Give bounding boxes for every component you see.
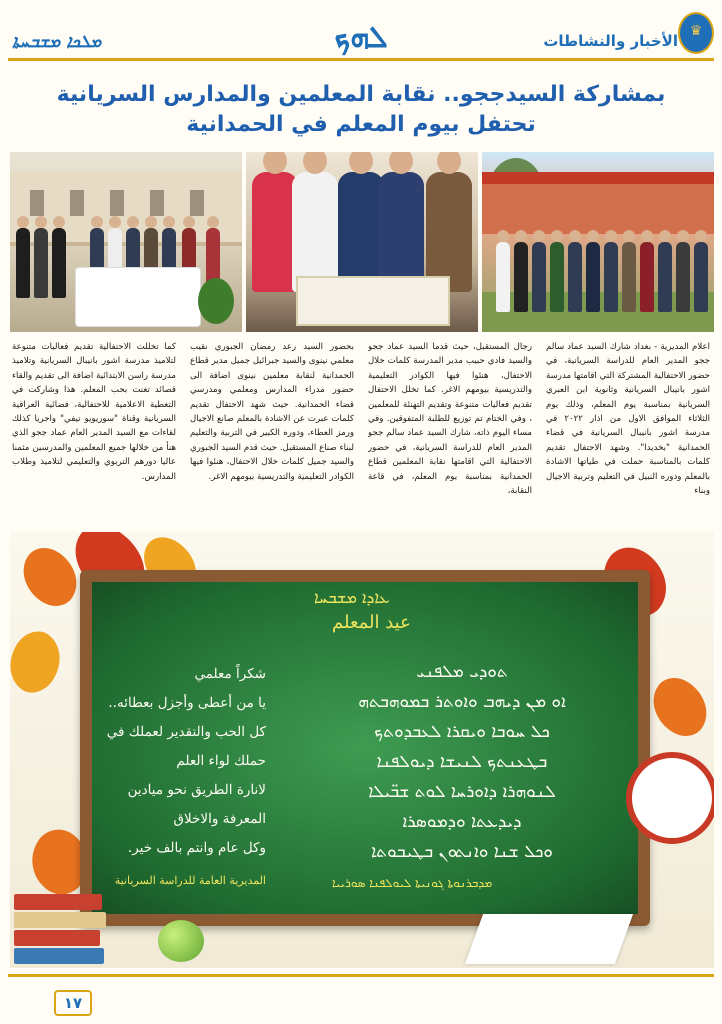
- autumn-leaf-icon: [641, 669, 714, 744]
- section-title: الأخبار والنشاطات: [543, 32, 678, 50]
- article-headline: [0, 80, 722, 140]
- arabic-line: كل الحب والتقدير لعملك في: [106, 724, 266, 740]
- header-left-title: ܡܠܟܐ ܡܫܒܚܬܐ: [12, 32, 102, 52]
- page-header: [0, 0, 722, 62]
- article-column-3: بحضور السيد رعد رمضان الجبوري نقيب معلمي نينوى والسيد جبرائيل جميل مدير قطاع الحمدانية لنقابة معلمين نينوى اضافة الى حضور مدراء المدارس ومعلمي ومدرسي قضاء الحمدانية. حيث شهد الاحتفال تقديم كلمات عبرت عن الاشادة بالمعلم صانع الاجيال ورمز العطاء، ودوره الكبير في التربية والتعليم لبناء صناع المستقبل. حيث قدم السيد الجبوري والسيد جميل كلمات خلال الاحتفال، هنئوا فيها الكوادر التعليمية والتدريسية بيومهم الاغر.: [190, 342, 354, 482]
- article-column-2: رجال المستقبل، حيث قدما السيد عماد ججو والسيد فادي حبيب مدير المدرسة كلمات خلال الاحتفال، هنئوا فيها الكوادر التعليمية والتدريسية بيومهم الاغر. كما تخلل الاحتفال تقديم فعاليات متنوعة وتقديم التهنئة للمعلمين ، وفي الختام تم توزيع للطلبة المتفوقين. وفي مساء اليوم ذاته، شارك السيد عماد سالم ججو المدير العام للدراسة السريانية، في حضور الاحتفالية التي اقامتها نقابة المعلمين قطاع الحمدانية بمناسبة يوم المعلم، في قاعة النقابة،: [368, 342, 532, 497]
- magazine-logo: [678, 12, 714, 54]
- arabic-line: يا من أعطى وأجزل بعطائه..: [108, 695, 266, 711]
- syriac-line: ܒܛܥܢܬܟ ܠܢܝܫܐ ܕܝܘܠܦܢܐ: [376, 752, 548, 772]
- books-stack-icon: [14, 892, 110, 964]
- article-column-4: كما تخللت الاحتفالية تقديم فعاليات متنوعة لتلاميذ مدرسة اشور بانيبال السريانية وتلاميذ مدرسة راسن الابتدائية اضافة الى تقديم والقاء قصائد تغنت بحب المعلم. هذا وشاركت في التغطية الاعلامية للاحتفالية، فضائية العراقية السريانية وقناة "سوريويو تيفي" واجريا كذلك لقاءات مع السيد المدير العام عماد ججو الذي هنأ من خلالها جميع المعلمين والمدرسين مثمنا عاليا دورهم التربوي والتعليمي لتلاميذ وطلاب المدارس.: [12, 342, 176, 482]
- headline-line-1: بمشاركة السيدججو.. نقابة المعلمين والمدارس السريانية: [56, 82, 666, 107]
- photo-group-with-table: [10, 152, 242, 332]
- arabic-line: لانارة الطريق نحو ميادين: [127, 782, 266, 798]
- anniversary-cake: [296, 276, 450, 326]
- syriac-line: ܟܠ ܚܘܒܐ ܘܝܩܪܐ ܠܥܒܕܘܬܟ: [374, 722, 550, 742]
- crown-icon: ♛: [689, 23, 703, 39]
- clock-icon: [626, 752, 714, 844]
- headline-line-2: تحتفل بيوم المعلم في الحمدانية: [186, 112, 536, 137]
- magazine-name: ܠܗܟ: [334, 20, 388, 55]
- open-book-icon: [465, 914, 633, 964]
- article-body: [12, 340, 710, 518]
- syriac-line: ܠܢܘܗܪܐ ܕܐܘܪܚܐ ܠܘܬ ܫܒ̈ܝܠܐ: [368, 782, 556, 802]
- cake-table: [76, 268, 200, 326]
- header-rule: [8, 58, 714, 61]
- syriac-line: ܘܟܠ ܫܢܐ ܘܐܢܬܘܢ ܒܛܝܒܘܬܐ: [371, 842, 553, 862]
- plant: [198, 278, 234, 324]
- chalkboard-frame: [80, 570, 650, 926]
- photo-strip: [10, 152, 714, 332]
- autumn-leaf-icon: [10, 623, 73, 701]
- poster-syriac-title: ܥܐܕܐ ܡܫܒܚܐ: [314, 588, 390, 607]
- arabic-line: المعرفة والاخلاق: [173, 811, 266, 827]
- article-column-1: اعلام المديرية - بغداد شارك السيد عماد سالم ججو المدير العام للدراسة السريانية، في حضور الاحتفالية المشتركة التي اقامتها مدرسة اشور بانيبال السريانية وثانوية ابن العبري السريانية بمناسبة يوم المعلم، وذلك يوم الثلاثاء الموافق الاول من اذار ٢٠٢٢ في مدرسة اشور بانيبال السريانية في قضاء الحمدانية "بخديدا". وشهد الاحتفال تقديم كلمات بالمناسبة حملت في طياتها الاشادة بالمعلم ودوره النبيل في التعليم وتربية الاجيال وبناء: [546, 342, 710, 497]
- footer-rule: [8, 974, 714, 977]
- page-number: ١٧: [54, 990, 92, 1016]
- arabic-line: شكراً معلمي: [194, 666, 266, 682]
- arabic-signature: المديرية العامة للدراسة السريانية: [114, 874, 266, 887]
- arabic-line: وكل عام وانتم بالف خير.: [127, 840, 266, 856]
- syriac-signature: ܡܕܒܪܢܘܬܐ ܓܘܢܝܬܐ ܠܝܘܠܦܢܐ ܣܘܪܝܝܐ: [332, 876, 493, 890]
- syriac-line: ܬܘܕܝ ܡܠܦܢܝ: [416, 662, 508, 682]
- teachers-day-poster: [10, 532, 714, 968]
- photo-cake-cutting: [246, 152, 478, 332]
- arabic-line: حملك لواء العلم: [176, 753, 266, 769]
- chalkboard: [92, 582, 638, 914]
- syriac-line: ܕܝܕܥܬܐ ܘܕܡܘܣܪܐ: [402, 812, 522, 832]
- apple-icon: [158, 920, 204, 962]
- syriac-line: ܐܘ ܡܢ ܕܝܗܒ ܘܐܘܬܪ ܒܡܘܗܒܬܗ: [358, 692, 566, 712]
- photo-group-outdoor: [482, 152, 714, 332]
- poster-arabic-title: عيد المعلم: [332, 612, 411, 633]
